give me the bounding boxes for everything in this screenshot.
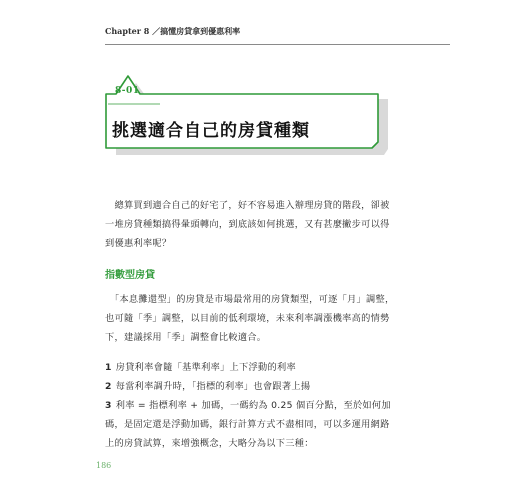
intro-paragraph <box>105 196 395 253</box>
list-number: 1 <box>105 362 112 373</box>
body-paragraph <box>105 290 395 347</box>
list-number: 3 <box>105 400 112 411</box>
section-title: 挑選適合自己的房貸種類 <box>112 121 310 141</box>
section-title-card <box>100 72 390 172</box>
list-text: 利率 = 指標利率 + 加碼，一碼約為 0.25 個百分點，至於如何加 <box>115 400 391 411</box>
intro-line: 一堆房貸種類搞得暈頭轉向，到底該如何挑選，又有甚麼撇步可以得 <box>105 219 390 230</box>
body-line: 「本息攤還型」的房貸是市場最常用的房貸類型，可逐「月」調整， <box>105 294 395 305</box>
chapter-header: Chapter 8 ／搞懂房貸拿到優惠利率 <box>105 26 241 36</box>
list-item <box>105 358 400 377</box>
list-number: 2 <box>105 381 112 392</box>
body-line: 下，建議採用「季」調整會比較適合。 <box>105 332 267 343</box>
intro-line: 到優惠利率呢？ <box>105 238 172 249</box>
numbered-list <box>105 358 400 453</box>
intro-line: 總算買到適合自己的好宅了，好不容易進入辦理房貸的階段，卻被 <box>105 200 390 211</box>
list-text: 每當利率調升時，「指標的利率」也會跟著上揚 <box>115 381 311 392</box>
list-item <box>105 434 400 453</box>
section-number: 8-01 <box>115 86 140 96</box>
list-item <box>105 377 400 396</box>
subheading: 指數型房貸 <box>105 270 155 281</box>
list-text: 碼，是固定還是浮動加碼，銀行計算方式不盡相同，可以多運用網路 <box>105 419 390 430</box>
list-text: 上的房貸試算，來增強概念，大略分為以下三種： <box>105 438 314 449</box>
list-item <box>105 415 400 434</box>
header-rule <box>105 44 450 45</box>
list-text: 房貸利率會隨「基準利率」上下浮動的利率 <box>115 362 296 373</box>
page-number: 186 <box>96 461 112 470</box>
list-item <box>105 396 400 415</box>
body-line: 也可隨「季」調整，以目前的低利環境，未來利率調漲機率高的情勢 <box>105 313 390 324</box>
